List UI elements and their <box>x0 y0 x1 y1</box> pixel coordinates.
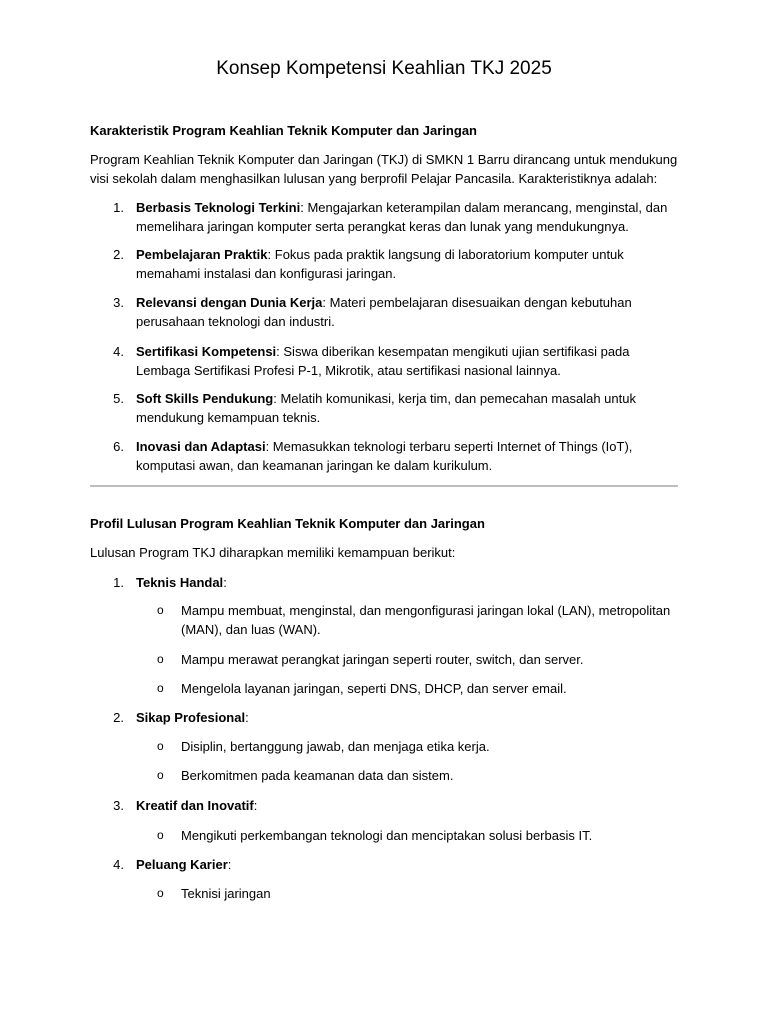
list-number: 4. <box>113 344 124 359</box>
list-item <box>136 245 682 283</box>
sub-list-item: Mampu merawat perangkat jaringan seperti router, switch, dan server. <box>181 652 584 667</box>
list-item <box>136 389 682 427</box>
list-item-title: Berbasis Teknologi Terkini <box>136 200 301 215</box>
list-item-text: : <box>253 798 258 813</box>
list-item <box>136 437 682 475</box>
list-number: 3. <box>113 295 124 310</box>
document-title: Konsep Kompetensi Keahlian TKJ 2025 <box>216 58 552 79</box>
sub-list-item: Mampu membuat, menginstal, dan mengonfigurasi jaringan lokal (LAN), metropolitan (MAN), dan luas (WAN). <box>181 603 671 637</box>
bullet-icon: o <box>157 681 164 695</box>
section-intro-karakteristik: Program Keahlian Teknik Komputer dan Jaringan (TKJ) di SMKN 1 Barru dirancang untuk mendukung visi sekolah dalam menghasilkan lulusan yang berprofil Pelajar Pancasila. Karakteristiknya adalah: <box>90 152 678 186</box>
list-item <box>136 855 682 874</box>
list-item-title: Kreatif dan Inovatif <box>136 798 254 813</box>
sub-list-item: Mengelola layanan jaringan, seperti DNS, DHCP, dan server email. <box>181 681 567 696</box>
sub-list-item: Mengikuti perkembangan teknologi dan menciptakan solusi berbasis IT. <box>181 828 593 843</box>
list-item <box>136 198 682 236</box>
list-item <box>136 293 682 331</box>
list-item-title: Inovasi dan Adaptasi <box>136 439 266 454</box>
list-number: 1. <box>113 575 124 590</box>
list-item-title: Peluang Karier <box>136 857 228 872</box>
list-item-title: Sikap Profesional <box>136 710 246 725</box>
list-item-text: : <box>227 857 232 872</box>
list-item <box>136 708 682 727</box>
sub-list-item: Berkomitmen pada keamanan data dan sistem. <box>181 768 454 783</box>
bullet-icon: o <box>157 652 164 666</box>
section-heading-karakteristik: Karakteristik Program Keahlian Teknik Komputer dan Jaringan <box>90 123 477 138</box>
list-number: 1. <box>113 200 124 215</box>
list-number: 2. <box>113 247 124 262</box>
bullet-icon: o <box>157 603 164 617</box>
list-item-text: : Melatih komunikasi, kerja tim, dan pemecahan masalah untuk mendukung kemampuan teknis. <box>136 391 636 425</box>
list-item-title: Teknis Handal <box>136 575 224 590</box>
bullet-icon: o <box>157 768 164 782</box>
list-item-text: : Fokus pada praktik langsung di laboratorium komputer untuk memahami instalasi dan konfigurasi jaringan. <box>136 247 624 281</box>
list-number: 5. <box>113 391 124 406</box>
list-item-text: : <box>223 575 227 590</box>
list-item-text: : Mengajarkan keterampilan dalam merancang, menginstal, dan memelihara jaringan komputer serta perangkat keras dan lunak yang mendukungnya. <box>136 200 668 234</box>
list-number: 2. <box>113 710 124 725</box>
horizontal-divider <box>90 485 678 487</box>
list-item-text: : Materi pembelajaran disesuaikan dengan kebutuhan perusahaan teknologi dan industri. <box>136 295 632 329</box>
list-item <box>136 573 682 592</box>
list-number: 6. <box>113 439 124 454</box>
list-item-title: Sertifikasi Kompetensi <box>136 344 277 359</box>
bullet-icon: o <box>157 886 164 900</box>
bullet-icon: o <box>157 739 164 753</box>
list-item <box>136 796 682 815</box>
section-intro-profil-lulusan: Lulusan Program TKJ diharapkan memiliki kemampuan berikut: <box>90 545 456 560</box>
list-item-title: Relevansi dengan Dunia Kerja <box>136 295 323 310</box>
list-item-text: : Siswa diberikan kesempatan mengikuti ujian sertifikasi pada Lembaga Sertifikasi Profesi P-1, Mikrotik, atau sertifikasi nasional lainnya. <box>136 344 630 378</box>
list-item-text: : <box>245 710 249 725</box>
list-number: 3. <box>113 798 124 813</box>
list-item-title: Soft Skills Pendukung <box>136 391 274 406</box>
list-number: 4. <box>113 857 124 872</box>
sub-list-item: Teknisi jaringan <box>181 886 271 901</box>
section-heading-profil-lulusan: Profil Lulusan Program Keahlian Teknik Komputer dan Jaringan <box>90 516 485 531</box>
list-item <box>136 342 682 380</box>
list-item-text: : Memasukkan teknologi terbaru seperti Internet of Things (IoT), komputasi awan, dan keamanan jaringan ke dalam kurikulum. <box>136 439 633 473</box>
list-item-title: Pembelajaran Praktik <box>136 247 268 262</box>
sub-list-item: Disiplin, bertanggung jawab, dan menjaga etika kerja. <box>181 739 490 754</box>
bullet-icon: o <box>157 828 164 842</box>
